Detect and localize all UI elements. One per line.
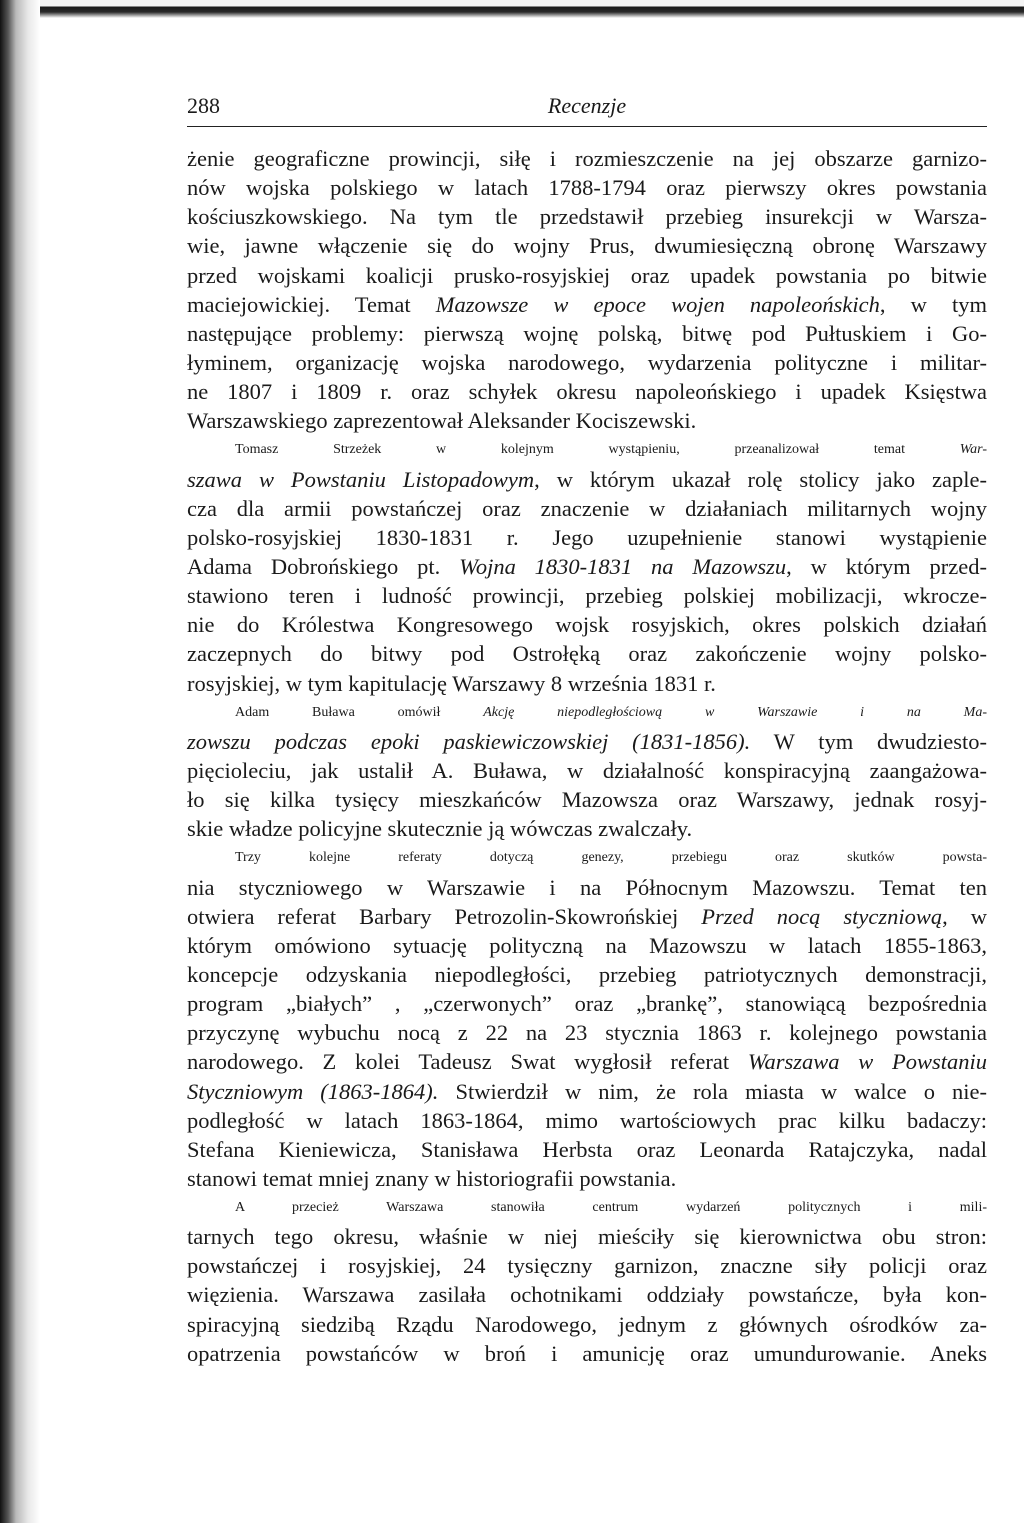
text-line <box>187 727 987 756</box>
text-segment: stanowi temat mniej znany w historiografii powstania. <box>187 1165 677 1191</box>
running-title: Recenzje <box>547 93 627 118</box>
text-segment: Tomasz Strzeżek w kolejnym wystąpieniu, przeanalizował temat <box>235 442 960 458</box>
text-segment: , w którym przed- <box>786 553 987 579</box>
text-line <box>187 960 987 989</box>
text-segment: przyczynę wybuchu nocą z 22 na 23 stycznia 1863 r. kolejnego powstania <box>187 1020 987 1046</box>
text-segment: maciejowickiej. Temat <box>187 291 436 317</box>
text-segment: , w tym <box>879 291 987 317</box>
text-segment: przed wojskami koalicji prusko-rosyjskiej oraz upadek powstania po bitwie <box>187 262 987 288</box>
text-line <box>187 1193 987 1222</box>
text-segment: Stefana Kieniewicza, Stanisława Herbsta oraz Leonarda Ratajczyka, nadal <box>187 1136 987 1162</box>
text-line <box>187 1018 987 1047</box>
text-line <box>187 1106 987 1135</box>
text-segment: program „białych” , „czerwonych” oraz „brankę”, stanowiącą bezpośrednia <box>187 991 987 1017</box>
text-segment: Stwierdził w nim, że rola miasta w walce o nie- <box>438 1078 987 1104</box>
text-segment: następujące problemy: pierwszą wojnę polską, bitwę pod Pułtuskiem i Go- <box>187 320 987 346</box>
text-line <box>187 494 987 523</box>
text-segment: ło się kilka tysięcy mieszkańców Mazowsza oraz Warszawy, jednak rosyj- <box>187 787 987 813</box>
text-segment: nie do Królestwa Kongresowego wojsk rosyjskich, okres polskich działań <box>187 612 987 638</box>
text-segment: Warszawskiego zaprezentował Aleksander Kociszewski. <box>187 408 697 434</box>
italic-title-segment: Akcję niepodległościową w Warszawie i na Ma- <box>483 704 987 720</box>
text-segment: którym omówiono sytuację polityczną na Mazowszu w latach 1855-1863, <box>187 932 987 958</box>
text-segment: ne 1807 i 1809 r. oraz schyłek okresu napoleońskiego i upadek Księstwa <box>187 379 987 405</box>
text-line <box>187 261 987 290</box>
text-segment: A przecież Warszawa stanowiła centrum wydarzeń politycznych i mili- <box>235 1200 987 1216</box>
italic-title-segment: Mazowsze w epoce wojen napoleońskich <box>435 291 880 317</box>
text-segment: skie władze policyjne skutecznie ją wówczas zwalczały. <box>187 816 693 842</box>
scan-left-edge <box>0 0 40 1523</box>
text-line <box>187 669 987 698</box>
italic-title-segment: War- <box>959 442 987 458</box>
text-segment: zaczepnych do bitwy pod Ostrołęką oraz zakończenie wojny polsko- <box>187 641 987 667</box>
text-line <box>187 873 987 902</box>
text-line <box>187 552 987 581</box>
page-number: 288 <box>187 93 220 118</box>
text-line <box>187 1310 987 1339</box>
text-line <box>187 1339 987 1368</box>
text-segment: , w którym ukazał rolę stolicy jako zaple- <box>534 466 987 492</box>
text-line <box>187 989 987 1018</box>
text-segment: nów wojska polskiego w latach 1788-1794 oraz pierwszy okres powstania <box>187 175 987 201</box>
text-line <box>187 144 987 173</box>
text-line <box>187 319 987 348</box>
text-segment: tarnych tego okresu, właśnie w niej mieściły się kierownictwa obu stron: <box>187 1224 987 1250</box>
text-segment: pięcioleciu, jak ustalił A. Buława, w działalność konspiracyjną zaangażowa- <box>187 757 987 783</box>
text-segment: Adam Buława omówił <box>235 704 484 720</box>
text-line <box>187 1047 987 1076</box>
text-segment: żenie geograficzne prowincji, siłę i rozmieszczenie na jej obszarze garnizo- <box>187 146 987 171</box>
text-line <box>187 902 987 931</box>
text-segment: , w <box>942 903 987 929</box>
text-line <box>187 1222 987 1251</box>
running-head <box>187 92 987 127</box>
text-line <box>187 843 987 872</box>
text-line <box>187 785 987 814</box>
text-segment: Adama Dobrońskiego pt. <box>187 553 460 579</box>
text-segment: więzienia. Warszawa zasilała ochotnikami oddziały powstańcze, była kon- <box>187 1282 987 1308</box>
text-segment: W tym dwudziesto- <box>750 728 987 754</box>
text-line <box>187 231 987 260</box>
italic-title-segment: Warszawa w Powstaniu <box>747 1049 987 1075</box>
italic-title-segment: Styczniowym (1863-1864). <box>187 1078 439 1104</box>
text-segment: Trzy kolejne referaty dotyczą genezy, przebiegu oraz skutków powsta- <box>235 850 987 866</box>
text-line <box>187 465 987 494</box>
text-segment: polsko-rosyjskiej 1830-1831 r. Jego uzupełnienie stanowi wystąpienie <box>187 524 987 550</box>
text-line <box>187 290 987 319</box>
text-line <box>187 406 987 435</box>
italic-title-segment: Przed nocą styczniową <box>701 903 943 929</box>
text-segment: opatrzenia powstańców w broń i amunicję oraz umundurowanie. Aneks <box>187 1340 987 1366</box>
text-segment: rosyjskiej, w tym kapitulację Warszawy 8 września 1831 r. <box>187 670 716 696</box>
text-segment: wie, jawne włączenie się do wojny Prus, dwumiesięczną obronę Warszawy <box>187 233 987 259</box>
text-line <box>187 756 987 785</box>
text-segment: narodowego. Z kolei Tadeusz Swat wygłosił referat <box>187 1049 748 1075</box>
text-line <box>187 523 987 552</box>
text-segment: stawiono teren i ludność prowincji, przebieg polskiej mobilizacji, wkrocze- <box>187 583 987 609</box>
text-segment: cza dla armii powstańczej oraz znaczenie w działaniach militarnych wojny <box>187 495 987 521</box>
text-segment: powstańczej i rosyjskiej, 24 tysięczny garnizon, znaczne siły policji oraz <box>187 1253 987 1279</box>
text-line <box>187 1164 987 1193</box>
text-line <box>187 1280 987 1309</box>
text-segment: koncepcje odzyskania niepodległości, przebieg patriotycznych demonstracji, <box>187 961 987 987</box>
italic-title-segment: szawa w Powstaniu Listopadowym <box>187 466 535 492</box>
text-line <box>187 698 987 727</box>
text-segment: nia styczniowego w Warszawie i na Północnym Mazowszu. Temat ten <box>187 874 987 900</box>
text-segment: kościuszkowskiego. Na tym tle przedstawił przebieg insurekcji w Warsza- <box>187 204 987 230</box>
italic-title-segment: zowszu podczas epoki paskiewiczowskiej (1831-1856). <box>187 728 751 754</box>
scan-top-edge <box>0 0 1024 20</box>
text-line <box>187 377 987 406</box>
text-line <box>187 173 987 202</box>
italic-title-segment: Wojna 1830-1831 na Mazowszu <box>459 553 787 579</box>
body-text <box>187 144 987 1368</box>
text-line <box>187 814 987 843</box>
text-line <box>187 435 987 464</box>
text-line <box>187 639 987 668</box>
text-segment: podległość w latach 1863-1864, mimo wartościowych prac kilku badaczy: <box>187 1107 987 1133</box>
text-segment: spiracyjną siedzibą Rządu Narodowego, jednym z głównych ośrodków za- <box>187 1311 987 1337</box>
text-line <box>187 581 987 610</box>
text-line <box>187 610 987 639</box>
text-line <box>187 1251 987 1280</box>
text-segment: łyminem, organizację wojska narodowego, wydarzenia polityczne i militar- <box>187 349 987 375</box>
text-line <box>187 1077 987 1106</box>
text-line <box>187 931 987 960</box>
text-segment: otwiera referat Barbary Petrozolin-Skowrońskiej <box>187 903 702 929</box>
text-line <box>187 348 987 377</box>
text-line <box>187 202 987 231</box>
text-line <box>187 1135 987 1164</box>
